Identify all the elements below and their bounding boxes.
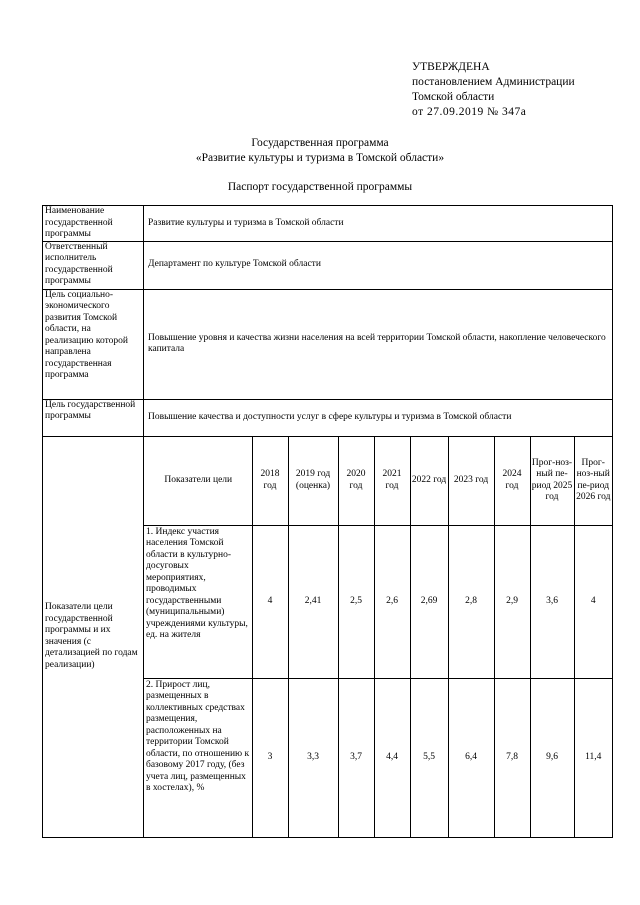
indicator-value-2022: 2,69: [410, 525, 448, 678]
program-name-label: Наименование государственной программы: [43, 206, 144, 242]
indicator-value-2022: 5,5: [410, 678, 448, 837]
program-title-line2: «Развитие культуры и туризма в Томской области»: [195, 152, 445, 164]
indicator-value-2020: 2,5: [338, 525, 374, 678]
header-2019: 2019 год (оценка): [288, 437, 338, 526]
indicator-value-2018: 3: [252, 678, 288, 837]
indicator-value-2025: 3,6: [530, 525, 574, 678]
indicator-value-2020: 3,7: [338, 678, 374, 837]
header-2020: 2020 год: [338, 437, 374, 526]
row-goal-socio: [43, 289, 613, 399]
row-indicators: [43, 436, 613, 837]
header-2022: 2022 год: [410, 437, 448, 526]
indicator-value-2021: 4,4: [374, 678, 410, 837]
indicators-label: Показатели цели государственной программы и их значения (с детализацией по годам реализации): [43, 436, 144, 837]
row-program-name: [43, 206, 613, 242]
approval-stamp: [412, 60, 575, 120]
indicators-header-row: [144, 437, 612, 526]
indicator-row: [144, 525, 612, 678]
approval-word: УТВЕРЖДЕНА: [412, 61, 490, 73]
program-name-value: Развитие культуры и туризма в Томской области: [144, 206, 613, 242]
row-goal-program: [43, 399, 613, 436]
passport-table: [42, 205, 613, 838]
executor-value: Департамент по культуре Томской области: [144, 241, 613, 289]
header-2026: Прог-ноз-ный пе-риод 2026 год: [574, 437, 612, 526]
goal-socio-value: Повышение уровня и качества жизни населения на всей территории Томской области, накопление человеческого капитала: [144, 289, 613, 399]
approval-date: от 27.09.2019 № 347а: [412, 106, 527, 118]
indicator-label: 2. Прирост лиц, размещенных в коллективных средствах размещения, расположенных на территории Томской области, по отношению к базовому 2017 году, (без учета лиц, размещенных в хостелах), %: [144, 678, 252, 837]
indicator-value-2023: 2,8: [448, 525, 494, 678]
header-2023: 2023 год: [448, 437, 494, 526]
goal-socio-label: Цель социально-экономического развития Томской области, на реализацию которой направлена государственная программа: [43, 289, 144, 399]
goal-program-label: Цель государственной программы: [43, 399, 144, 436]
indicators-table: [144, 437, 612, 837]
header-2021: 2021 год: [374, 437, 410, 526]
header-2018: 2018 год: [252, 437, 288, 526]
approval-region: Томской области: [412, 91, 495, 103]
program-title: [0, 136, 640, 166]
goal-program-value: Повышение качества и доступности услуг в сфере культуры и туризма в Томской области: [144, 399, 613, 436]
indicator-value-2026: 4: [574, 525, 612, 678]
program-title-line1: Государственная программа: [251, 137, 389, 149]
approval-decree: постановлением Администрации: [412, 76, 575, 88]
row-executor: [43, 241, 613, 289]
indicator-value-2024: 7,8: [494, 678, 530, 837]
indicator-label: 1. Индекс участия населения Томской области в культурно-досуговых мероприятиях, проводимых государственными (муниципальными) учреждениями культуры, ед. на жителя: [144, 525, 252, 678]
indicator-value-2018: 4: [252, 525, 288, 678]
indicator-value-2024: 2,9: [494, 525, 530, 678]
indicator-value-2026: 11,4: [574, 678, 612, 837]
indicator-value-2019: 2,41: [288, 525, 338, 678]
header-2024: 2024 год: [494, 437, 530, 526]
indicator-value-2019: 3,3: [288, 678, 338, 837]
executor-label: Ответственный исполнитель государственной программы: [43, 241, 144, 289]
indicator-value-2023: 6,4: [448, 678, 494, 837]
header-indicator: Показатели цели: [144, 437, 252, 526]
passport-title: Паспорт государственной программы: [227, 181, 413, 193]
indicator-value-2025: 9,6: [530, 678, 574, 837]
indicator-row: [144, 678, 612, 837]
indicator-value-2021: 2,6: [374, 525, 410, 678]
header-2025: Прог-ноз-ный пе-риод 2025 год: [530, 437, 574, 526]
